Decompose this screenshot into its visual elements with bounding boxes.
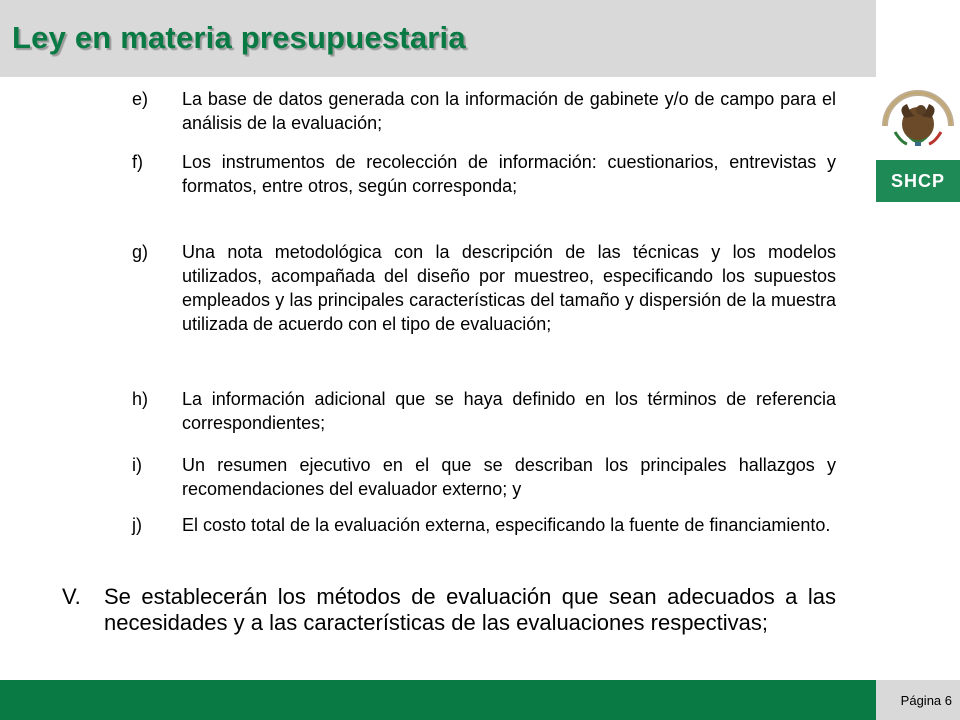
main-list-item-v — [62, 584, 836, 636]
list-item-marker: i) — [132, 455, 142, 475]
page-title: Ley en materia presupuestaria — [12, 20, 466, 55]
page-number: Página 6 — [900, 693, 952, 708]
main-list-item-text: Se establecerán los métodos de evaluación que sean adecuados a las necesidades y a las características de las evaluaciones respectivas; — [104, 584, 836, 635]
list-item-i — [132, 453, 836, 501]
footer-bar — [0, 680, 876, 720]
list-item-marker: f) — [132, 152, 143, 172]
list-item-text: La base de datos generada con la información de gabinete y/o de campo para el análisis de la evaluación; — [182, 89, 836, 133]
shcp-logo-text: SHCP — [890, 171, 945, 191]
main-list-item-marker: V. — [62, 584, 81, 609]
list-item-text: Los instrumentos de recolección de información: cuestionarios, entrevistas y formatos, entre otros, según corresponda; — [182, 152, 836, 196]
list-item-h — [132, 387, 836, 435]
coat-of-arms-icon — [877, 80, 959, 158]
list-item-f — [132, 150, 836, 198]
list-item-text: La información adicional que se haya definido en los términos de referencia correspondientes; — [182, 389, 836, 433]
list-item-text: Una nota metodológica con la descripción de las técnicas y los modelos utilizados, acompañada del diseño por muestreo, especificando los supuestos empleados y las principales características del tamaño y dispersión de la muestra utilizada de acuerdo con el tipo de evaluación; — [182, 242, 836, 334]
page-number-box — [876, 680, 960, 720]
list-item-marker: j) — [132, 515, 142, 535]
list-item-marker: h) — [132, 389, 149, 409]
list-item-marker: g) — [132, 242, 149, 262]
list-item-text: Un resumen ejecutivo en el que se describan los principales hallazgos y recomendaciones del evaluador externo; y — [182, 455, 836, 499]
list-item-marker: e) — [132, 89, 149, 109]
list-item-g — [132, 240, 836, 336]
shcp-logo — [876, 160, 960, 202]
list-item-e — [132, 87, 836, 135]
list-item-j — [132, 513, 836, 537]
list-item-text: El costo total de la evaluación externa, especificando la fuente de financiamiento. — [182, 515, 831, 535]
